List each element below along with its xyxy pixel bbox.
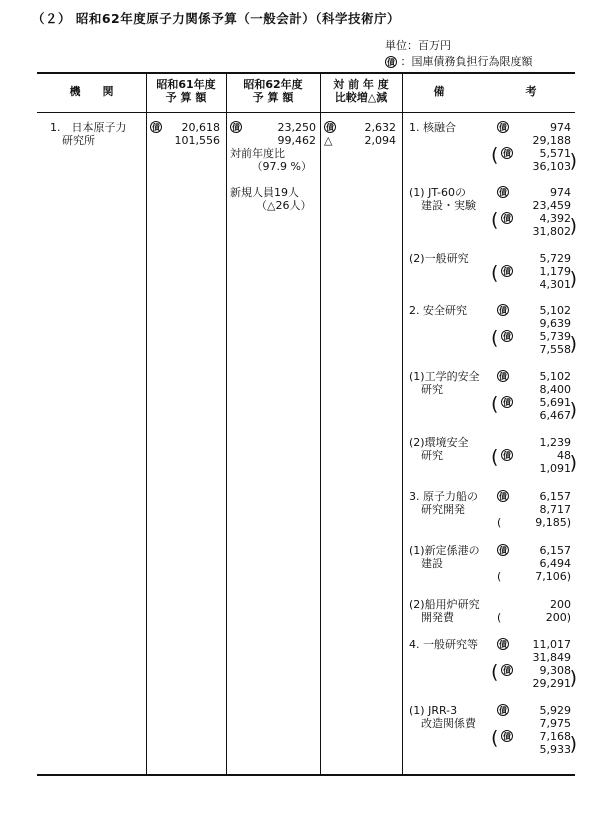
remark-n4: 29,291 <box>532 677 571 690</box>
col-divider-4 <box>402 72 403 775</box>
header-ko: 考 <box>525 85 537 98</box>
remark-n2: 31,849 <box>532 651 571 664</box>
s62-ratio-value: （97.9 %） <box>251 160 312 173</box>
remark-n1: 1,239 <box>539 436 571 449</box>
remark-label-2: 研究開発 <box>421 503 465 516</box>
s62-staff-label: 新規人員19人 <box>230 186 299 199</box>
paren-open: ( <box>491 727 499 749</box>
remark-figures <box>491 186 577 238</box>
bond-mark-icon: 債 <box>499 706 507 715</box>
remark-figures <box>491 121 577 173</box>
remark-n3: 7,168 <box>539 730 571 743</box>
org-name-line1: 1. 日本原子力 <box>50 121 127 134</box>
remark-n2: 6,494 <box>539 557 571 570</box>
remark-figures <box>497 544 571 583</box>
bond-mark-icon: 債 <box>503 732 511 741</box>
remark-n1: 6,157 <box>539 544 571 557</box>
remark-item <box>409 370 577 426</box>
paren-close: ) <box>569 215 577 237</box>
paren-close: ) <box>569 150 577 172</box>
table-title: （２） 昭和62年度原子力関係予算（一般会計）（科学技術庁） <box>32 11 400 26</box>
header-biko: 備 <box>433 85 445 98</box>
remark-n3: 4,392 <box>539 212 571 225</box>
paren-close: ) <box>569 667 577 689</box>
bond-mark-icon: 債 <box>232 123 240 132</box>
remark-label-1: (1) JT-60の <box>409 186 466 199</box>
bond-mark-icon: 債 <box>503 214 511 223</box>
col-divider-1 <box>146 72 147 775</box>
remark-item <box>409 436 577 492</box>
header-s61-line2: 予 算 額 <box>165 91 207 104</box>
header-diff-line2: 比較増△減 <box>334 91 388 104</box>
remark-n4: 7,558 <box>539 343 571 356</box>
remark-label-1: (1)新定係港の <box>409 544 480 557</box>
paren-open: ( <box>491 144 499 166</box>
remark-n1: 200 <box>550 598 571 611</box>
paren-open: ( <box>491 661 499 683</box>
bond-mark-icon: 債 <box>499 640 507 649</box>
paren-open: ( <box>491 209 499 231</box>
remark-label-1: (2)一般研究 <box>409 252 469 265</box>
remark-n2: 7,975 <box>539 717 571 730</box>
remark-n3: 5,571 <box>539 147 571 160</box>
remark-n4: 6,467 <box>539 409 571 422</box>
remark-n1: 5,929 <box>539 704 571 717</box>
bond-mark-icon: 債 <box>152 123 160 132</box>
remark-item <box>409 304 577 360</box>
remark-n3: 7,106) <box>535 570 571 583</box>
remark-figures <box>491 638 577 690</box>
s62-staff-value: （△26人） <box>256 199 312 212</box>
bond-mark-icon: 債 <box>499 306 507 315</box>
header-diff-line1: 対 前 年 度 <box>333 78 389 91</box>
remark-label-2: 改造関係費 <box>421 717 476 730</box>
remark-n2: 29,188 <box>532 134 571 147</box>
bond-mark-icon: 債 <box>503 149 511 158</box>
remark-n1: 5,102 <box>539 370 571 383</box>
remark-figures <box>497 490 571 529</box>
remark-label-1: (2)環境安全 <box>409 436 469 449</box>
remark-item <box>409 186 577 242</box>
paren-close: ) <box>569 333 577 355</box>
bond-mark-icon: 債 <box>499 492 507 501</box>
diff-row2 <box>324 134 396 147</box>
bond-mark-icon: 債 <box>503 451 511 460</box>
col-divider-3 <box>320 72 321 775</box>
s62-staff <box>230 186 316 212</box>
header-s62 <box>226 78 320 104</box>
diff-value-1: 2,632 <box>364 121 396 134</box>
remark-n3: 1,179 <box>539 265 571 278</box>
header-diff <box>320 78 402 104</box>
bond-mark-icon: 債 <box>499 123 507 132</box>
diff-values <box>324 121 396 147</box>
bond-mark-icon: 債 <box>503 332 511 341</box>
s61-value-2: 101,556 <box>174 134 220 147</box>
remark-n3: 9,185) <box>535 516 571 529</box>
remark-n4: 36,103 <box>532 160 571 173</box>
bond-mark-icon: 債 <box>387 58 395 67</box>
remark-n3: 5,691 <box>539 396 571 409</box>
remark-figures <box>491 304 577 356</box>
org-name-line2: 研究所 <box>62 134 95 147</box>
remark-n3: 48 <box>557 449 571 462</box>
remark-figures <box>491 436 577 475</box>
diff-row1 <box>324 121 396 134</box>
remark-n2: 8,717 <box>539 503 571 516</box>
s61-values <box>150 121 220 147</box>
remark-item <box>409 252 577 294</box>
remark-label-1: 2. 安全研究 <box>409 304 467 317</box>
col-divider-2 <box>226 72 227 775</box>
remark-n1: 5,102 <box>539 304 571 317</box>
paren-close: ) <box>569 733 577 755</box>
remark-n2: 8,400 <box>539 383 571 396</box>
remark-label-2: 開発費 <box>421 611 454 624</box>
remark-label-1: (1)工学的安全 <box>409 370 480 383</box>
paren-close: ) <box>569 452 577 474</box>
bond-mark-icon: 債 <box>499 372 507 381</box>
remark-n2: 23,459 <box>532 199 571 212</box>
remark-n3: 5,739 <box>539 330 571 343</box>
header-s61-line1: 昭和61年度 <box>156 78 216 91</box>
remark-label-1: (2)船用炉研究 <box>409 598 480 611</box>
remark-n4: 31,802 <box>532 225 571 238</box>
bond-mark-icon: 債 <box>503 267 511 276</box>
table-bottom-rule <box>37 774 575 776</box>
unit-note <box>385 53 533 69</box>
remark-item <box>409 704 577 760</box>
s61-value-1: 20,618 <box>181 121 220 134</box>
paren-open: ( <box>497 611 502 624</box>
header-s61 <box>146 78 226 104</box>
remark-n2: 9,639 <box>539 317 571 330</box>
paren-open: ( <box>491 446 499 468</box>
bond-mark-icon: 債 <box>499 188 507 197</box>
s62-value-1: 23,250 <box>277 121 316 134</box>
header-bottom-rule <box>37 112 575 113</box>
header-kikan: 機 関 <box>69 85 114 98</box>
unit-label: 単位：百万円 <box>385 39 451 52</box>
remark-n2: 200) <box>545 611 571 624</box>
org-name <box>50 121 127 147</box>
remark-n1: 11,017 <box>532 638 571 651</box>
s61-row1 <box>150 121 220 134</box>
paren-close: ) <box>569 399 577 421</box>
remark-label-1: (1) JRR-3 <box>409 704 458 717</box>
remark-label-1: 3. 原子力船の <box>409 490 478 503</box>
paren-close: ) <box>569 268 577 290</box>
paren-open: ( <box>497 516 502 529</box>
remark-n3: 9,308 <box>539 664 571 677</box>
remark-n1: 974 <box>550 186 571 199</box>
remark-n1: 974 <box>550 121 571 134</box>
s62-row1 <box>230 121 316 134</box>
remark-label-2: 建設・実験 <box>421 199 476 212</box>
bond-mark-icon: 債 <box>503 398 511 407</box>
diff-value-2: 2,094 <box>364 134 396 147</box>
paren-open: ( <box>491 393 499 415</box>
remark-figures <box>491 704 577 756</box>
remark-label-1: 4. 一般研究等 <box>409 638 478 651</box>
bond-mark-icon: 債 <box>499 546 507 555</box>
remark-label-2: 研究 <box>421 383 443 396</box>
decrease-mark: △ <box>324 134 333 147</box>
bond-mark-icon: 債 <box>326 123 334 132</box>
table-top-rule <box>37 72 575 74</box>
remark-figures <box>497 598 571 624</box>
paren-open: ( <box>497 570 502 583</box>
s62-values <box>230 121 316 173</box>
unit-note-text: ：国庫債務負担行為限度額 <box>400 55 533 68</box>
s62-value-2: 99,462 <box>277 134 316 147</box>
header-s62-line2: 予 算 額 <box>252 91 294 104</box>
remark-item <box>409 121 577 177</box>
remark-item <box>409 544 573 588</box>
remark-figures <box>491 252 577 291</box>
remark-label-2: 建設 <box>421 557 443 570</box>
bond-mark-icon: 債 <box>503 666 511 675</box>
remark-item <box>409 638 577 694</box>
remark-n4: 1,091 <box>539 462 571 475</box>
remark-label-2: 研究 <box>421 449 443 462</box>
remark-n4: 4,301 <box>539 278 571 291</box>
remark-n1: 6,157 <box>539 490 571 503</box>
s62-ratio-label: 対前年度比 <box>230 147 285 160</box>
remark-item <box>409 490 573 534</box>
remark-label-1: 1. 核融合 <box>409 121 456 134</box>
remark-item <box>409 598 573 628</box>
paren-open: ( <box>491 262 499 284</box>
remark-n4: 5,933 <box>539 743 571 756</box>
header-s62-line1: 昭和62年度 <box>243 78 303 91</box>
paren-open: ( <box>491 327 499 349</box>
remark-figures <box>491 370 577 422</box>
remark-n1: 5,729 <box>539 252 571 265</box>
